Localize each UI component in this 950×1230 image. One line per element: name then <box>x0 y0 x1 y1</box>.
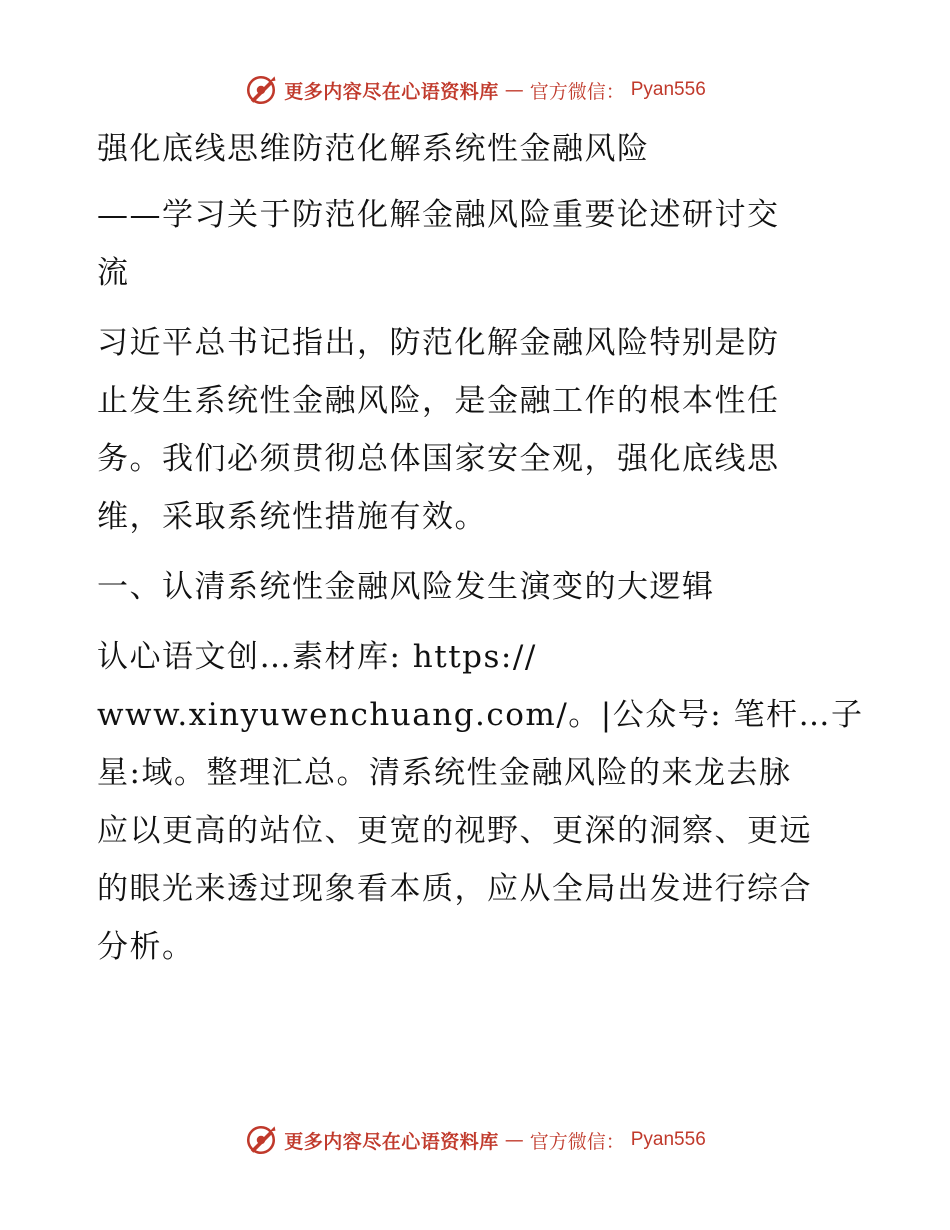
quill-pen-logo-icon <box>244 73 278 107</box>
subtitle-line: 流 <box>97 255 130 291</box>
banner-text: 更多内容尽在心语资料库 <box>284 80 499 103</box>
paragraph-line: 习近平总书记指出，防范化解金融风险特别是防 <box>97 325 780 361</box>
banner-wechat-label: 官方微信： <box>529 1130 625 1153</box>
banner-wechat-id: Pyan556 <box>630 1129 706 1150</box>
paragraph-line: 止发生系统性金融风险，是金融工作的根本性任 <box>97 383 780 419</box>
paragraph-line: www.xinyuwenchuang.com/。|公众号: 笔杆…子 <box>97 697 864 733</box>
paragraph-line: 认心语文创…素材库: https:// <box>97 639 537 675</box>
banner-wechat-id: Pyan556 <box>630 79 706 100</box>
footer-banner <box>0 1120 950 1160</box>
paragraph-line: 应以更高的站位、更宽的视野、更深的洞察、更远 <box>97 813 812 849</box>
paragraph-line: 分析。 <box>97 929 195 965</box>
banner-dash: — <box>504 1129 524 1151</box>
paragraph-line: 的眼光来透过现象看本质，应从全局出发进行综合 <box>97 871 812 907</box>
header-banner <box>0 70 950 110</box>
section-heading: 一、认清系统性金融风险发生演变的大逻辑 <box>97 569 715 605</box>
banner-text: 更多内容尽在心语资料库 <box>284 1130 499 1153</box>
paragraph-line: 维，采取系统性措施有效。 <box>97 499 487 535</box>
paragraph-line: 星:域。整理汇总。清系统性金融风险的来龙去脉 <box>97 755 792 791</box>
paragraph-line: 务。我们必须贯彻总体国家安全观，强化底线思 <box>97 441 780 477</box>
document-title: 强化底线思维防范化解系统性金融风险 <box>97 131 650 167</box>
banner-dash: — <box>504 79 524 101</box>
banner-wechat-label: 官方微信： <box>529 80 625 103</box>
subtitle-line: ——学习关于防范化解金融风险重要论述研讨交 <box>97 197 780 233</box>
quill-pen-logo-icon <box>244 1123 278 1157</box>
document-body <box>97 120 864 976</box>
